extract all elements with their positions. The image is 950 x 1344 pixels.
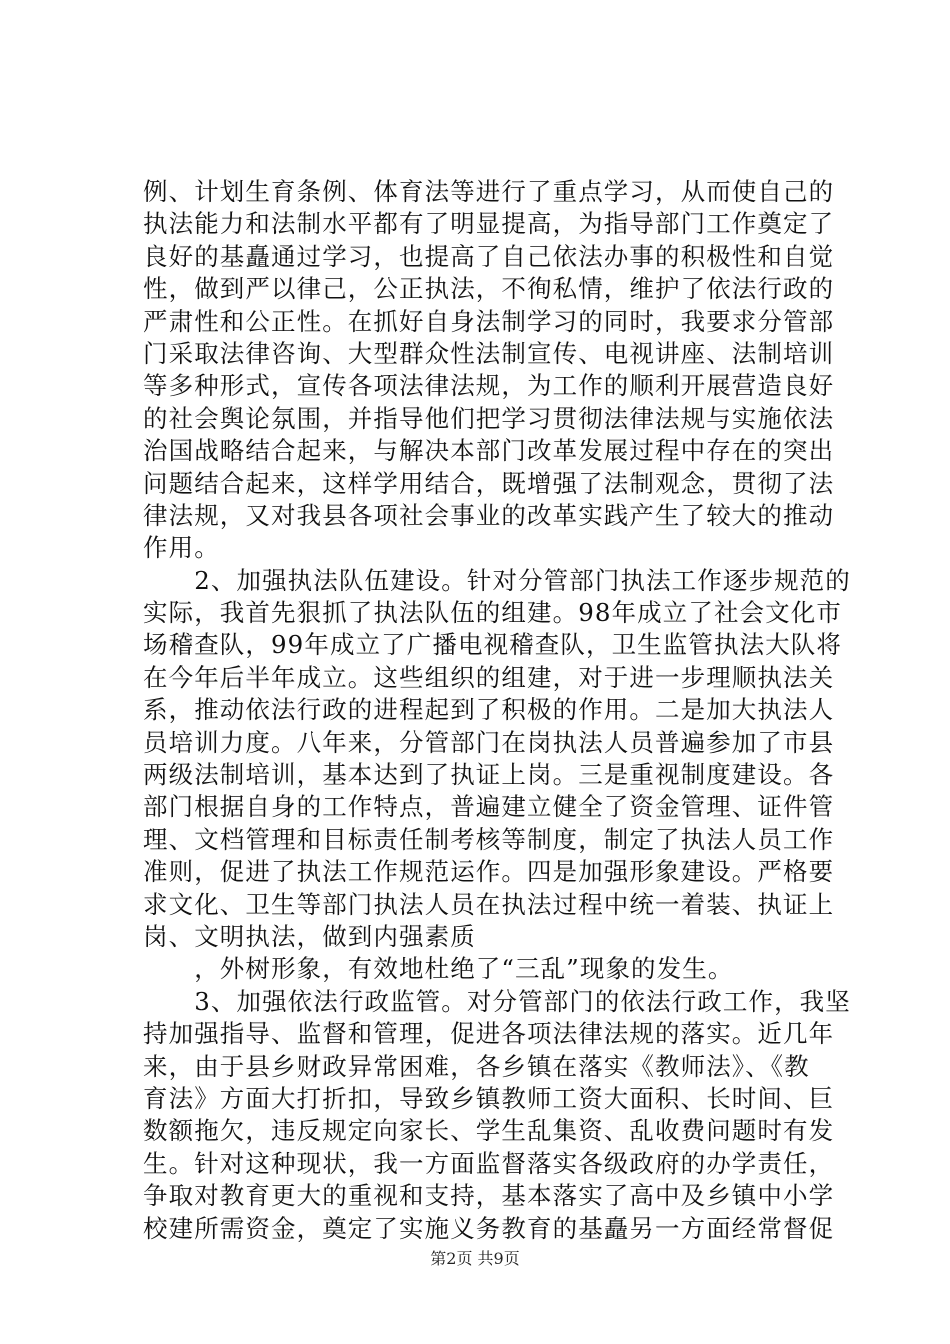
text-line: 实际，我首先狠抓了执法队伍的组建。98年成立了社会文化市 [143, 598, 842, 628]
text-line: 治国战略结合起来，与解决本部门改革发展过程中存在的突出 [143, 436, 835, 466]
text-line: 场稽查队，99年成立了广播电视稽查队，卫生监管执法大队将 [143, 630, 842, 660]
body-text [143, 176, 851, 1245]
text-line: 等多种形式，宣传各项法律法规，为工作的顺利开展营造良好 [143, 371, 835, 401]
text-line: 在今年后半年成立。这些组织的组建，对于进一步理顺执法关 [143, 662, 835, 692]
text-line: 的社会舆论氛围，并指导他们把学习贯彻法律法规与实施依法 [143, 403, 835, 433]
text-line: 来，由于县乡财政异常困难，各乡镇在落实《教师法》、《教 [143, 1051, 810, 1081]
text-line: 员培训力度。八年来，分管部门在岗执法人员普遍参加了市县 [143, 727, 835, 757]
text-line: 数额拖欠，违反规定向家长、学生乱集资、乱收费问题时有发 [143, 1116, 835, 1146]
text-line: 岗、文明执法，做到内强素质 [143, 921, 476, 951]
text-line: 例、计划生育条例、体育法等进行了重点学习，从而使自己的 [143, 177, 835, 206]
text-line: 严肃性和公正性。在抓好自身法制学习的同时，我要求分管部 [143, 306, 835, 336]
text-line: 作用。 [143, 533, 220, 563]
text-line: 两级法制培训，基本达到了执证上岗。三是重视制度建设。各 [143, 760, 835, 790]
text-line: 争取对教育更大的重视和支持，基本落实了高中及乡镇中小学 [143, 1181, 835, 1211]
text-line: 律法规，又对我县各项社会事业的改革实践产生了较大的推动 [143, 500, 835, 530]
text-line: 理、文档管理和目标责任制考核等制度，制定了执法人员工作 [143, 824, 835, 854]
text-line: 生。针对这种现状，我一方面监督落实各级政府的办学责任， [143, 1148, 835, 1178]
text-line: 育法》方面大打折扣，导致乡镇教师工资大面积、长时间、巨 [143, 1083, 835, 1113]
page-number-footer: 第2页 共9页 [430, 1249, 520, 1268]
text-line: ，外树形象，有效地杜绝了“三乱”现象的发生。 [143, 954, 734, 984]
text-line: 系，推动依法行政的进程起到了积极的作用。二是加大执法人 [143, 695, 835, 725]
text-line: 3、加强依法行政监管。对分管部门的依法行政工作，我坚 [143, 986, 851, 1016]
text-line: 性，做到严以律己，公正执法，不徇私情，维护了依法行政的 [143, 274, 835, 304]
text-line: 良好的基矗通过学习，也提高了自己依法办事的积极性和自觉 [143, 241, 835, 271]
text-line: 部门根据自身的工作特点，普遍建立健全了资金管理、证件管 [143, 792, 835, 822]
text-line: 准则，促进了执法工作规范运作。四是加强形象建设。严格要 [143, 857, 835, 887]
text-line: 校建所需资金，奠定了实施义务教育的基矗另一方面经常督促 [143, 1213, 835, 1243]
text-line: 执法能力和法制水平都有了明显提高，为指导部门工作奠定了 [143, 209, 835, 239]
text-line: 2、加强执法队伍建设。针对分管部门执法工作逐步规范的 [143, 565, 851, 595]
text-line: 持加强指导、监督和管理，促进各项法律法规的落实。近几年 [143, 1019, 835, 1049]
text-line: 问题结合起来，这样学用结合，既增强了法制观念，贯彻了法 [143, 468, 835, 498]
text-line: 门采取法律咨询、大型群众性法制宣传、电视讲座、法制培训 [143, 338, 835, 368]
text-line: 求文化、卫生等部门执法人员在执法过程中统一着装、执证上 [143, 889, 835, 919]
